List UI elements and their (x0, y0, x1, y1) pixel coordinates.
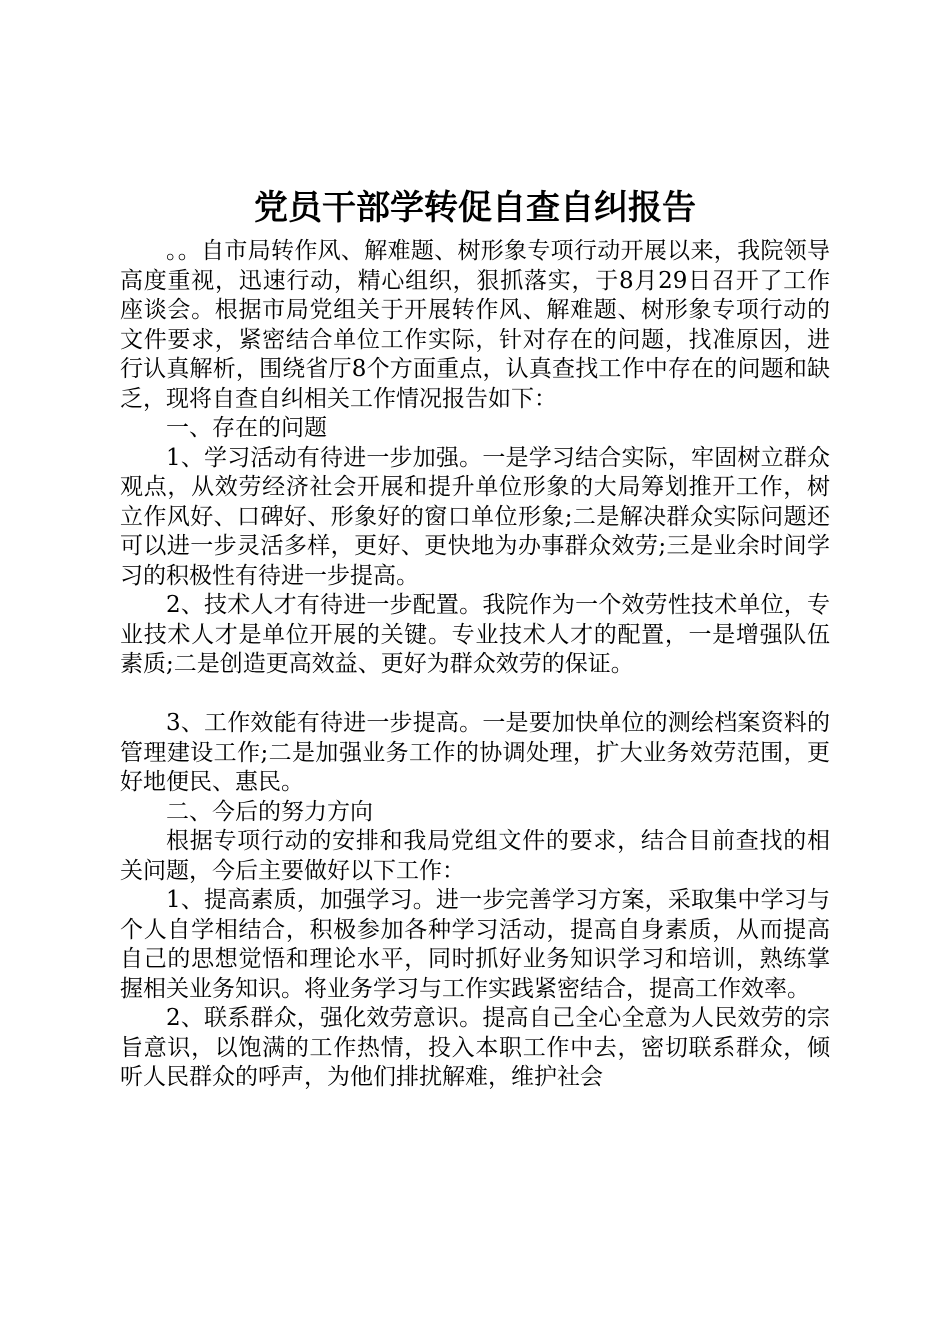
document-body (120, 237, 830, 1093)
paragraph-direction-intro: 根据专项行动的安排和我局党组文件的要求，结合目前查找的相关问题，今后主要做好以下工作： (120, 828, 830, 884)
document-title: 党员干部学转促自查自纠报告 (254, 188, 696, 228)
paragraph-problem-3: 3、工作效能有待进一步提高。一是要加快单位的测绘档案资料的管理建设工作;二是加强业务工作的协调处理，扩大业务效劳范围，更好地便民、惠民。 (120, 710, 830, 795)
paragraph-problem-2: 2、技术人才有待进一步配置。我院作为一个效劳性技术单位，专业技术人才是单位开展的关键。专业技术人才的配置，一是增强队伍素质;二是创造更高效益、更好为群众效劳的保证。 (120, 592, 830, 677)
section-heading-problems: 一、存在的问题 (166, 415, 327, 441)
paragraph-intro: 。。自市局转作风、解难题、树形象专项行动开展以来，我院领导高度重视，迅速行动，精心组织，狠抓落实，于8月29日召开了工作座谈会。根据市局党组关于开展转作风、解难题、树形象专项行动的文件要求，紧密结合单位工作实际，针对存在的问题，找准原因，进行认真解析，围绕省厅8个方面重点，认真查找工作中存在的问题和缺乏，现将自查自纠相关工作情况报告如下： (120, 238, 830, 412)
section-heading-direction: 二、今后的努力方向 (166, 798, 373, 825)
paragraph-direction-1: 1、提高素质，加强学习。进一步完善学习方案，采取集中学习与个人自学相结合，积极参加各种学习活动，提高自身素质，从而提高自己的思想觉悟和理论水平，同时抓好业务知识学习和培训，熟练掌握相关业务知识。将业务学习与工作实践紧密结合，提高工作效率。 (120, 887, 830, 1002)
paragraph-problem-1: 1、学习活动有待进一步加强。一是学习结合实际，牢固树立群众观点，从效劳经济社会开展和提升单位形象的大局筹划推开工作，树立作风好、口碑好、形象好的窗口单位形象;二是解决群众实际问题还可以进一步灵活多样，更好、更快地为办事群众效劳;三是业余时间学习的积极性有待进一步提高。 (120, 444, 830, 589)
paragraph-direction-2: 2、联系群众，强化效劳意识。提高自己全心全意为人民效劳的宗旨意识，以饱满的工作热情，投入本职工作中去，密切联系群众，倾听人民群众的呼声，为他们排扰解难，维护社会 (120, 1005, 830, 1090)
